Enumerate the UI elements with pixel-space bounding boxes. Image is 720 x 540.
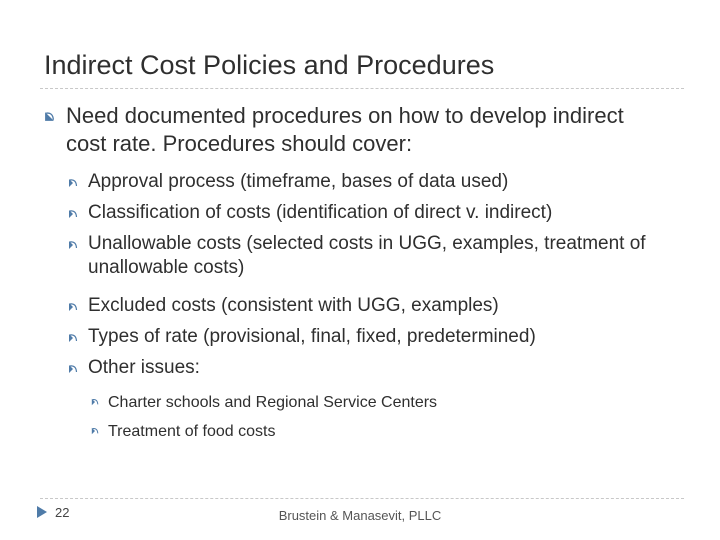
bullet-icon: [68, 333, 78, 343]
bullet-icon: [68, 178, 78, 188]
footer-firm: Brustein & Manasevit, PLLC: [278, 508, 442, 523]
title-divider: [40, 88, 684, 89]
main-bullet-text: Need documented procedures on how to develop indirect cost rate. Procedures should cover:: [66, 103, 624, 156]
bullet-icon: [91, 398, 99, 406]
sub-bullet-excluded: Excluded costs (consistent with UGG, examples): [88, 295, 499, 316]
bullet-icon: [44, 111, 55, 122]
triangle-marker-icon: [36, 505, 48, 524]
sub-bullet-rate-types: Types of rate (provisional, final, fixed, predetermined): [88, 326, 536, 347]
sub-bullet-classification: Classification of costs (identification of direct v. indirect): [88, 202, 553, 223]
sub-sub-bullet-food: Treatment of food costs: [108, 423, 276, 440]
sub-sub-bullet-charter: Charter schools and Regional Service Centers: [108, 394, 438, 411]
sub-bullet-unallowable: Unallowable costs (selected costs in UGG, examples, treatment of unallowable costs): [88, 233, 646, 278]
sub-bullet-other: Other issues:: [88, 357, 200, 378]
slide-title: Indirect Cost Policies and Procedures: [44, 50, 495, 80]
bullet-icon: [68, 302, 78, 312]
footer-divider: [40, 498, 684, 499]
bullet-icon: [68, 364, 78, 374]
bullet-icon: [91, 427, 99, 435]
slide-number: 22: [55, 505, 70, 520]
bullet-icon: [68, 209, 78, 219]
bullet-icon: [68, 240, 78, 250]
sub-bullet-approval: Approval process (timeframe, bases of data used): [88, 171, 509, 192]
